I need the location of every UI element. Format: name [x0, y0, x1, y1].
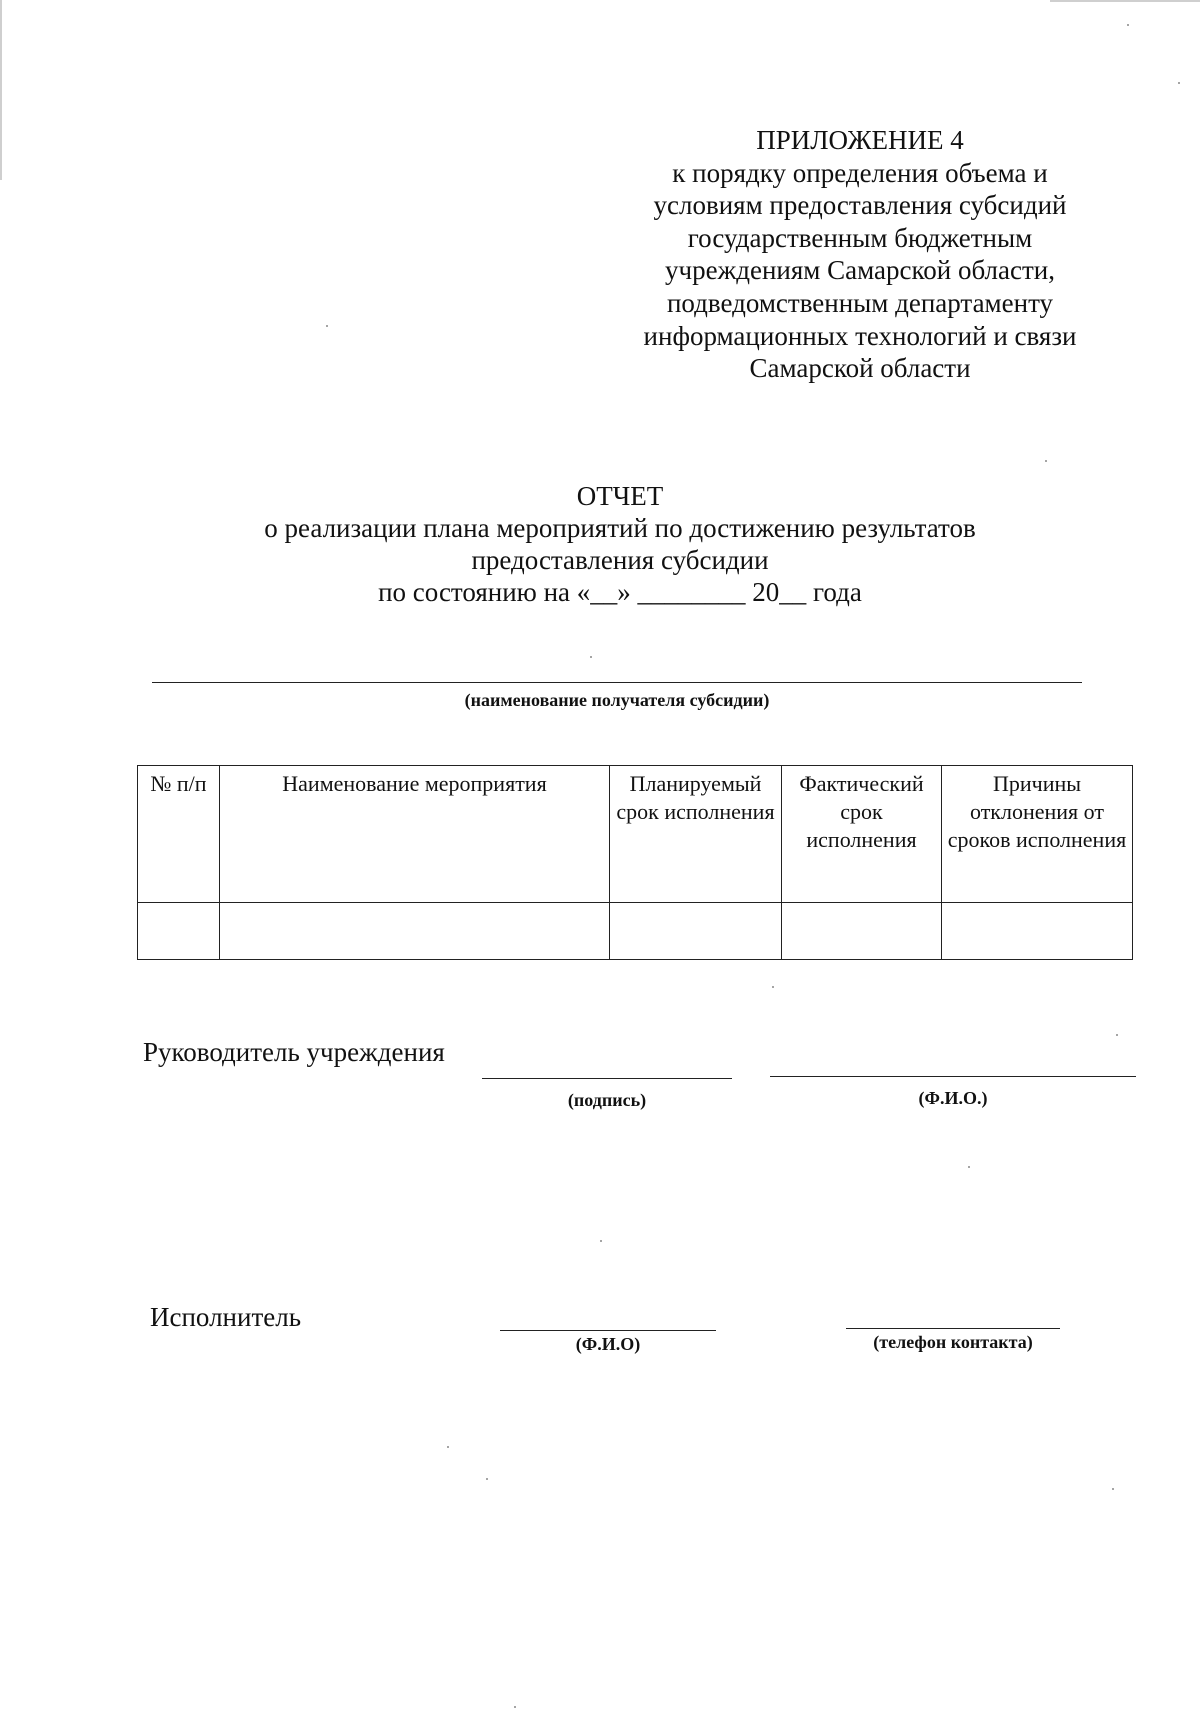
appendix-title: ПРИЛОЖЕНИЕ 4: [756, 125, 964, 155]
executor-phone-caption: (телефон контакта): [873, 1332, 1033, 1352]
report-date-line: по состоянию на «__» ________ 20__ года: [378, 577, 862, 607]
report-table: [137, 765, 1133, 960]
scan-speck: [600, 1240, 602, 1242]
report-title: ОТЧЕТ: [576, 481, 664, 511]
scan-speck: [968, 1166, 970, 1168]
scan-speck: [486, 1478, 488, 1480]
scan-speck: [590, 656, 592, 658]
executor-label: Исполнитель: [150, 1302, 302, 1332]
header-deviation-reasons: Причины отклонения от сроков исполнения: [942, 766, 1133, 903]
table-cell[interactable]: [782, 903, 942, 960]
scan-speck: [514, 1706, 516, 1708]
recipient-caption: (наименование получателя субсидии): [464, 690, 770, 710]
report-subtitle-line: о реализации плана мероприятий по достижению результатов: [264, 513, 976, 543]
header-activity-name: Наименование мероприятия: [220, 766, 610, 903]
table-cell[interactable]: [138, 903, 220, 960]
appendix-line: государственным бюджетным: [687, 222, 1033, 253]
table-row: [138, 903, 1133, 960]
appendix-block: [590, 124, 1130, 385]
scan-speck: [1178, 82, 1180, 84]
scan-edge-left: [0, 0, 2, 180]
executor-name-line: [500, 1330, 716, 1331]
scan-speck: [1045, 460, 1047, 462]
appendix-line: Самарской области: [749, 353, 971, 384]
appendix-line: условиям предоставления субсидий: [653, 190, 1067, 221]
header-actual-deadline: Фактический срок исполнения: [782, 766, 942, 903]
scan-speck: [1127, 24, 1129, 26]
scan-speck: [1112, 1488, 1114, 1490]
appendix-line: подведомственным департаменту: [666, 287, 1054, 318]
executor-phone-line: [846, 1328, 1060, 1329]
head-label: Руководитель учреждения: [143, 1037, 445, 1067]
report-heading: [120, 480, 1120, 608]
scan-edge-top: [1050, 0, 1200, 2]
report-subtitle-line: предоставления субсидии: [471, 545, 769, 575]
scan-speck: [447, 1446, 449, 1448]
scan-speck: [772, 986, 774, 988]
appendix-line: информационных технологий и связи: [643, 320, 1077, 351]
scan-speck: [1116, 1034, 1118, 1036]
recipient-name-line: [152, 682, 1082, 683]
table-cell[interactable]: [220, 903, 610, 960]
head-signature-line: [482, 1078, 732, 1079]
executor-name-caption: (Ф.И.О): [575, 1334, 641, 1354]
header-planned-deadline: Планируемый срок исполнения: [610, 766, 782, 903]
scan-speck: [326, 325, 328, 327]
head-name-caption: (Ф.И.О.): [918, 1088, 988, 1108]
appendix-line: учреждениям Самарской области,: [665, 255, 1055, 286]
head-signature-caption: (подпись): [567, 1090, 647, 1110]
appendix-line: к порядку определения объема и: [672, 157, 1048, 188]
head-name-line: [770, 1076, 1136, 1077]
table-cell[interactable]: [942, 903, 1133, 960]
table-header-row: [138, 766, 1133, 903]
header-number: № п/п: [138, 766, 220, 903]
table-cell[interactable]: [610, 903, 782, 960]
